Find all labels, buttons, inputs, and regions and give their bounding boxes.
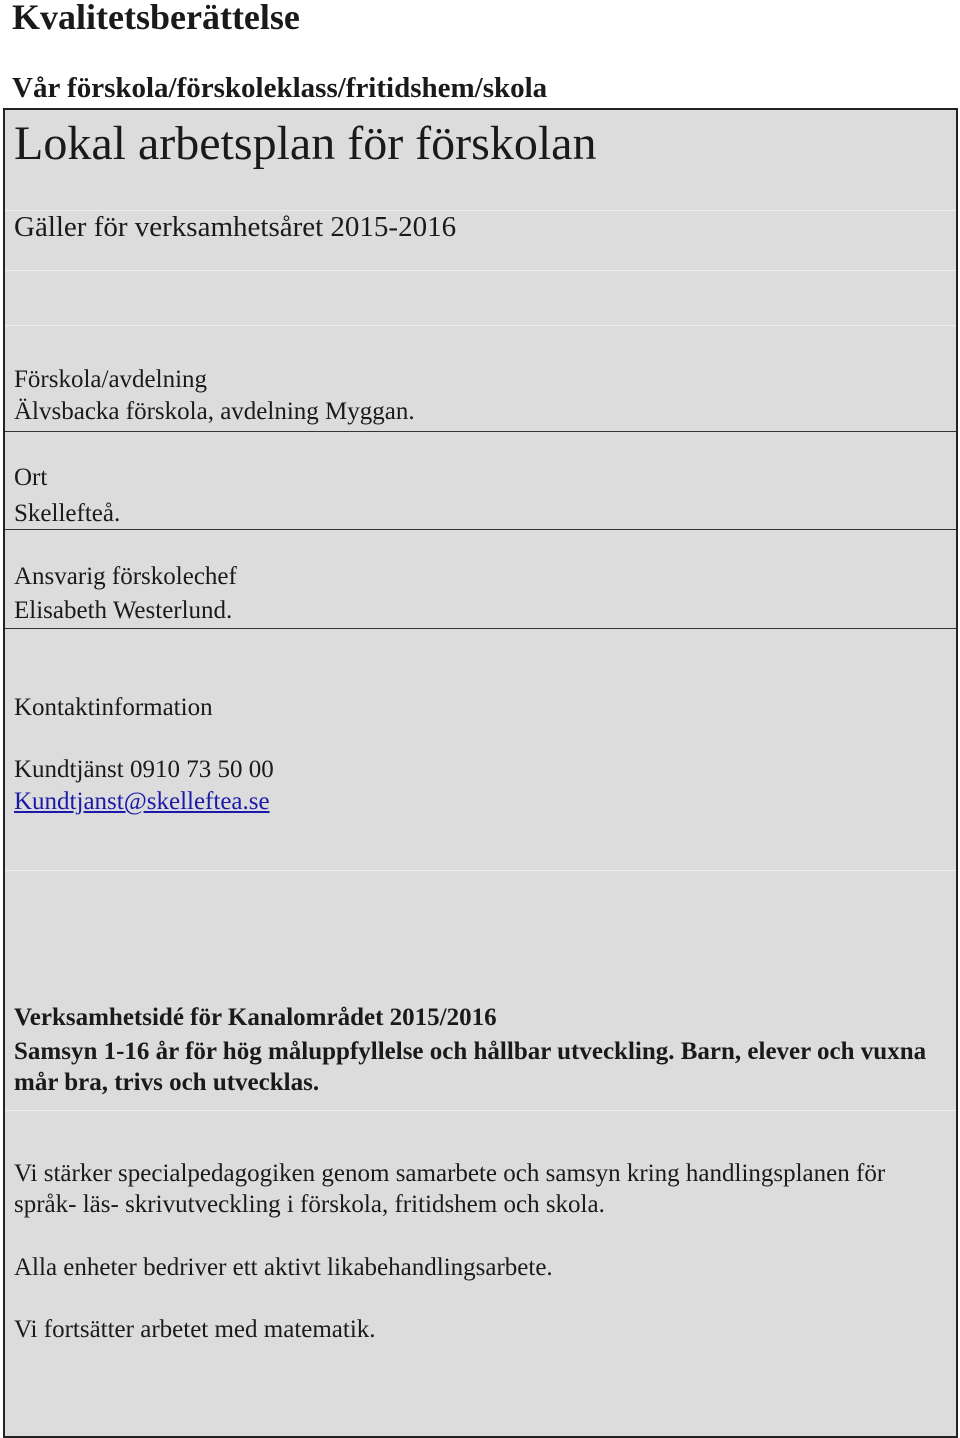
divider: [5, 325, 956, 326]
head-label: Ansvarig förskolechef: [14, 563, 237, 590]
place-value: Skellefteå.: [14, 500, 121, 527]
divider: [5, 270, 956, 271]
unit-label: Förskola/avdelning: [14, 366, 208, 393]
document-heading: Kvalitetsberättelse: [12, 0, 300, 37]
vision-statement: Samsyn 1-16 år för hög måluppfyllelse och hållbar utveckling. Barn, elever och vuxna mår bra, trivs och utvecklas.: [14, 1038, 927, 1096]
phone-value: Kundtjänst 0910 73 50 00: [14, 756, 274, 783]
plan-title: Lokal arbetsplan för förskolan: [14, 117, 597, 170]
vision-paragraph: Alla enheter bedriver ett aktivt likabehandlingsarbete.: [14, 1254, 553, 1281]
vision-paragraph: Vi fortsätter arbetet med matematik.: [14, 1316, 376, 1343]
divider: [5, 628, 956, 629]
plan-validity: Gäller för verksamhetsåret 2015-2016: [14, 211, 457, 243]
place-label: Ort: [14, 464, 48, 491]
divider: [5, 1110, 956, 1111]
unit-value: Älvsbacka förskola, avdelning Myggan.: [14, 398, 415, 425]
contact-label: Kontaktinformation: [14, 694, 213, 721]
divider: [5, 870, 956, 871]
vision-heading: Verksamhetsidé för Kanalområdet 2015/2016: [14, 1004, 497, 1031]
divider: [5, 431, 956, 432]
document-subheading: Vår förskola/förskoleklass/fritidshem/skola: [12, 72, 548, 104]
divider: [5, 529, 956, 530]
plan-form-box: [3, 108, 958, 1438]
head-value: Elisabeth Westerlund.: [14, 597, 233, 624]
email-link[interactable]: Kundtjanst@skelleftea.se: [14, 788, 270, 815]
vision-paragraph: Vi stärker specialpedagogiken genom samarbete och samsyn kring handlingsplanen för språk- läs- skrivutveckling i förskola, fritidshem och skola.: [14, 1160, 886, 1218]
